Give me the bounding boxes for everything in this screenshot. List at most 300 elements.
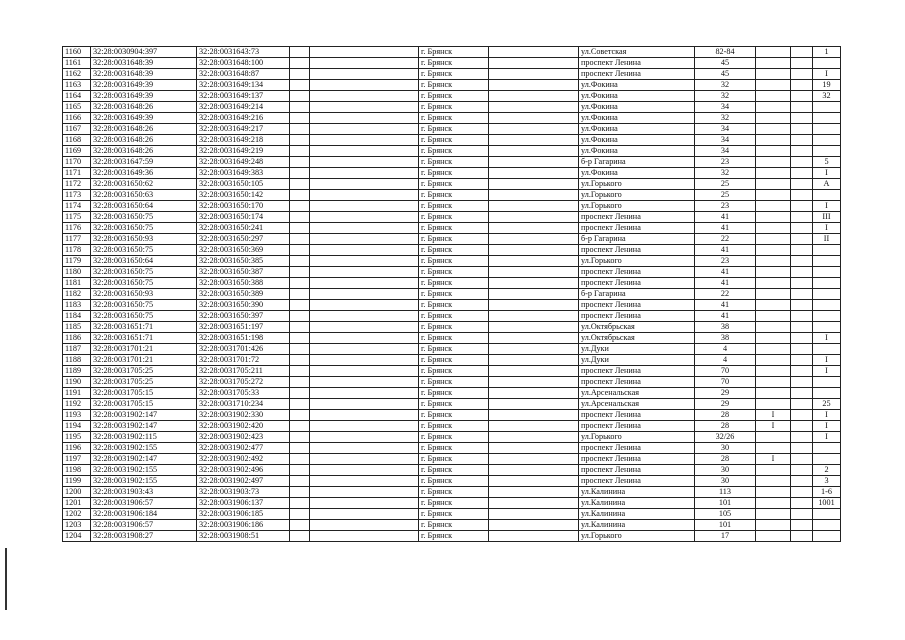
cadastral-number: 32:28:0031649:248	[197, 157, 290, 168]
house-cell: 41	[695, 278, 756, 289]
table-row	[63, 476, 841, 487]
building-cell	[756, 190, 791, 201]
house-cell: 25	[695, 190, 756, 201]
premises-cell	[813, 190, 841, 201]
building-cell	[756, 113, 791, 124]
row-number: 1163	[63, 80, 91, 91]
premises-cell	[813, 454, 841, 465]
cadastral-number: 32:28:0031650:170	[197, 201, 290, 212]
building-cell	[756, 135, 791, 146]
table-row	[63, 69, 841, 80]
row-number: 1161	[63, 58, 91, 69]
blank-cell	[310, 498, 419, 509]
street-cell: ул.Фокина	[579, 168, 695, 179]
blank-cell	[310, 113, 419, 124]
building-cell	[756, 267, 791, 278]
blank-cell	[310, 256, 419, 267]
blank-cell	[791, 267, 813, 278]
blank-cell	[310, 377, 419, 388]
row-number: 1190	[63, 377, 91, 388]
premises-cell: I	[813, 69, 841, 80]
table-row	[63, 410, 841, 421]
cadastral-number: 32:28:0031650:142	[197, 190, 290, 201]
house-cell: 22	[695, 234, 756, 245]
premises-cell	[813, 135, 841, 146]
street-cell: проспект Ленина	[579, 443, 695, 454]
blank-cell	[310, 47, 419, 58]
blank-cell	[290, 432, 310, 443]
blank-cell	[290, 58, 310, 69]
city-cell: г. Брянск	[419, 300, 489, 311]
street-cell: б-р Гагарина	[579, 157, 695, 168]
table-row	[63, 289, 841, 300]
blank-cell	[791, 168, 813, 179]
street-cell: проспект Ленина	[579, 421, 695, 432]
blank-cell	[791, 80, 813, 91]
blank-cell	[310, 366, 419, 377]
city-cell: г. Брянск	[419, 443, 489, 454]
building-cell	[756, 256, 791, 267]
building-cell	[756, 432, 791, 443]
street-cell: б-р Гагарина	[579, 289, 695, 300]
city-cell: г. Брянск	[419, 432, 489, 443]
blank-cell	[310, 300, 419, 311]
row-number: 1162	[63, 69, 91, 80]
premises-cell: 1	[813, 47, 841, 58]
house-cell: 34	[695, 102, 756, 113]
row-number: 1200	[63, 487, 91, 498]
cadastral-number-parent: 32:28:0031648:39	[91, 58, 197, 69]
premises-cell	[813, 509, 841, 520]
cadastral-number: 32:28:0031650:387	[197, 267, 290, 278]
house-cell: 38	[695, 322, 756, 333]
street-cell: ул.Фокина	[579, 102, 695, 113]
cadastral-number: 32:28:0031649:216	[197, 113, 290, 124]
blank-cell	[791, 234, 813, 245]
row-number: 1192	[63, 399, 91, 410]
house-cell: 28	[695, 454, 756, 465]
blank-cell	[489, 212, 579, 223]
row-number: 1203	[63, 520, 91, 531]
blank-cell	[489, 168, 579, 179]
house-cell: 41	[695, 311, 756, 322]
city-cell: г. Брянск	[419, 201, 489, 212]
cadastral-number: 32:28:0031649:218	[197, 135, 290, 146]
cadastral-number: 32:28:0031903:73	[197, 487, 290, 498]
house-cell: 70	[695, 366, 756, 377]
premises-cell: III	[813, 212, 841, 223]
building-cell	[756, 531, 791, 542]
register-rows	[63, 47, 841, 542]
cadastral-number-parent: 32:28:0031705:25	[91, 366, 197, 377]
city-cell: г. Брянск	[419, 509, 489, 520]
blank-cell	[290, 388, 310, 399]
cadastral-number: 32:28:0031648:87	[197, 69, 290, 80]
street-cell: ул.Калинина	[579, 498, 695, 509]
blank-cell	[310, 487, 419, 498]
cadastral-number-parent: 32:28:0031650:75	[91, 300, 197, 311]
table-row	[63, 531, 841, 542]
blank-cell	[290, 245, 310, 256]
cadastral-number: 32:28:0031710:234	[197, 399, 290, 410]
blank-cell	[290, 234, 310, 245]
table-row	[63, 421, 841, 432]
row-number: 1170	[63, 157, 91, 168]
row-number: 1198	[63, 465, 91, 476]
city-cell: г. Брянск	[419, 333, 489, 344]
blank-cell	[791, 245, 813, 256]
blank-cell	[791, 454, 813, 465]
table-row	[63, 179, 841, 190]
city-cell: г. Брянск	[419, 179, 489, 190]
premises-cell: 32	[813, 91, 841, 102]
premises-cell	[813, 289, 841, 300]
blank-cell	[290, 322, 310, 333]
house-cell: 41	[695, 223, 756, 234]
blank-cell	[310, 278, 419, 289]
premises-cell	[813, 388, 841, 399]
blank-cell	[489, 190, 579, 201]
building-cell	[756, 333, 791, 344]
building-cell	[756, 47, 791, 58]
building-cell	[756, 146, 791, 157]
blank-cell	[489, 201, 579, 212]
blank-cell	[791, 157, 813, 168]
row-number: 1174	[63, 201, 91, 212]
house-cell: 32	[695, 80, 756, 91]
house-cell: 32	[695, 113, 756, 124]
building-cell	[756, 102, 791, 113]
building-cell	[756, 245, 791, 256]
building-cell	[756, 366, 791, 377]
blank-cell	[489, 443, 579, 454]
blank-cell	[489, 300, 579, 311]
building-cell	[756, 91, 791, 102]
city-cell: г. Брянск	[419, 80, 489, 91]
blank-cell	[290, 509, 310, 520]
street-cell: ул.Горького	[579, 256, 695, 267]
blank-cell	[489, 179, 579, 190]
premises-cell	[813, 344, 841, 355]
street-cell: ул.Дуки	[579, 344, 695, 355]
cadastral-number: 32:28:0031649:137	[197, 91, 290, 102]
blank-cell	[290, 212, 310, 223]
house-cell: 113	[695, 487, 756, 498]
blank-cell	[290, 366, 310, 377]
house-cell: 41	[695, 267, 756, 278]
blank-cell	[489, 47, 579, 58]
premises-cell: 19	[813, 80, 841, 91]
cadastral-number: 32:28:0031705:272	[197, 377, 290, 388]
city-cell: г. Брянск	[419, 245, 489, 256]
house-cell: 28	[695, 410, 756, 421]
row-number: 1201	[63, 498, 91, 509]
blank-cell	[290, 476, 310, 487]
premises-cell	[813, 124, 841, 135]
blank-cell	[290, 531, 310, 542]
row-number: 1165	[63, 102, 91, 113]
table-row	[63, 113, 841, 124]
blank-cell	[791, 377, 813, 388]
row-number: 1195	[63, 432, 91, 443]
city-cell: г. Брянск	[419, 278, 489, 289]
building-cell: I	[756, 454, 791, 465]
blank-cell	[791, 399, 813, 410]
row-number: 1194	[63, 421, 91, 432]
premises-cell: I	[813, 168, 841, 179]
house-cell: 82-84	[695, 47, 756, 58]
blank-cell	[791, 212, 813, 223]
row-number: 1160	[63, 47, 91, 58]
street-cell: ул.Калинина	[579, 509, 695, 520]
city-cell: г. Брянск	[419, 234, 489, 245]
cadastral-number: 32:28:0031908:51	[197, 531, 290, 542]
row-number: 1181	[63, 278, 91, 289]
building-cell	[756, 212, 791, 223]
blank-cell	[310, 432, 419, 443]
blank-cell	[489, 421, 579, 432]
building-cell	[756, 223, 791, 234]
cadastral-number-parent: 32:28:0031648:26	[91, 135, 197, 146]
blank-cell	[290, 223, 310, 234]
premises-cell: I	[813, 410, 841, 421]
cadastral-number: 32:28:0031650:385	[197, 256, 290, 267]
house-cell: 32	[695, 168, 756, 179]
cadastral-number-parent: 32:28:0031701:21	[91, 355, 197, 366]
city-cell: г. Брянск	[419, 322, 489, 333]
blank-cell	[290, 487, 310, 498]
blank-cell	[489, 476, 579, 487]
table-row	[63, 333, 841, 344]
row-number: 1184	[63, 311, 91, 322]
cadastral-number-parent: 32:28:0031902:147	[91, 410, 197, 421]
table-row	[63, 234, 841, 245]
blank-cell	[290, 267, 310, 278]
building-cell	[756, 476, 791, 487]
row-number: 1166	[63, 113, 91, 124]
blank-cell	[290, 399, 310, 410]
blank-cell	[310, 333, 419, 344]
cadastral-number-parent: 32:28:0031902:155	[91, 476, 197, 487]
street-cell: ул.Горького	[579, 179, 695, 190]
table-row	[63, 520, 841, 531]
cadastral-number: 32:28:0031906:185	[197, 509, 290, 520]
row-number: 1180	[63, 267, 91, 278]
table-row	[63, 212, 841, 223]
blank-cell	[791, 333, 813, 344]
house-cell: 29	[695, 388, 756, 399]
cadastral-number-parent: 32:28:0031903:43	[91, 487, 197, 498]
house-cell: 34	[695, 135, 756, 146]
row-number: 1179	[63, 256, 91, 267]
city-cell: г. Брянск	[419, 69, 489, 80]
building-cell	[756, 443, 791, 454]
cadastral-number-parent: 32:28:0031705:15	[91, 388, 197, 399]
blank-cell	[489, 432, 579, 443]
cadastral-number: 32:28:0031649:134	[197, 80, 290, 91]
premises-cell	[813, 146, 841, 157]
cadastral-number-parent: 32:28:0031649:39	[91, 91, 197, 102]
cadastral-number-parent: 32:28:0031906:184	[91, 509, 197, 520]
premises-cell: I	[813, 333, 841, 344]
premises-cell: I	[813, 355, 841, 366]
blank-cell	[310, 223, 419, 234]
row-number: 1178	[63, 245, 91, 256]
cadastral-number: 32:28:0031902:496	[197, 465, 290, 476]
blank-cell	[791, 256, 813, 267]
table-row	[63, 377, 841, 388]
blank-cell	[489, 234, 579, 245]
blank-cell	[791, 432, 813, 443]
blank-cell	[290, 179, 310, 190]
blank-cell	[791, 179, 813, 190]
row-number: 1177	[63, 234, 91, 245]
blank-cell	[310, 399, 419, 410]
cadastral-number: 32:28:0031650:241	[197, 223, 290, 234]
table-row	[63, 47, 841, 58]
house-cell: 17	[695, 531, 756, 542]
street-cell: ул.Фокина	[579, 80, 695, 91]
cadastral-number: 32:28:0031649:383	[197, 168, 290, 179]
blank-cell	[791, 322, 813, 333]
building-cell	[756, 300, 791, 311]
building-cell	[756, 179, 791, 190]
row-number: 1172	[63, 179, 91, 190]
row-number: 1185	[63, 322, 91, 333]
cadastral-number: 32:28:0031649:219	[197, 146, 290, 157]
city-cell: г. Брянск	[419, 465, 489, 476]
city-cell: г. Брянск	[419, 355, 489, 366]
cadastral-number-parent: 32:28:0031649:39	[91, 80, 197, 91]
building-cell	[756, 344, 791, 355]
blank-cell	[489, 157, 579, 168]
city-cell: г. Брянск	[419, 223, 489, 234]
street-cell: проспект Ленина	[579, 300, 695, 311]
row-number: 1168	[63, 135, 91, 146]
blank-cell	[310, 212, 419, 223]
blank-cell	[290, 201, 310, 212]
blank-cell	[290, 124, 310, 135]
cadastral-number: 32:28:0031650:105	[197, 179, 290, 190]
house-cell: 22	[695, 289, 756, 300]
city-cell: г. Брянск	[419, 58, 489, 69]
city-cell: г. Брянск	[419, 388, 489, 399]
blank-cell	[791, 509, 813, 520]
city-cell: г. Брянск	[419, 410, 489, 421]
building-cell	[756, 322, 791, 333]
table-row	[63, 344, 841, 355]
blank-cell	[791, 58, 813, 69]
blank-cell	[310, 421, 419, 432]
cadastral-number-parent: 32:28:0031902:155	[91, 465, 197, 476]
blank-cell	[310, 410, 419, 421]
blank-cell	[290, 520, 310, 531]
blank-cell	[791, 410, 813, 421]
blank-cell	[791, 69, 813, 80]
blank-cell	[489, 124, 579, 135]
blank-cell	[791, 300, 813, 311]
blank-cell	[489, 311, 579, 322]
cadastral-number: 32:28:0031650:389	[197, 289, 290, 300]
blank-cell	[310, 322, 419, 333]
city-cell: г. Брянск	[419, 377, 489, 388]
blank-cell	[290, 289, 310, 300]
street-cell: ул.Фокина	[579, 124, 695, 135]
table-row	[63, 366, 841, 377]
premises-cell	[813, 443, 841, 454]
premises-cell	[813, 300, 841, 311]
cadastral-number: 32:28:0031902:420	[197, 421, 290, 432]
blank-cell	[290, 69, 310, 80]
cadastral-number: 32:28:0031906:186	[197, 520, 290, 531]
premises-cell: II	[813, 234, 841, 245]
row-number: 1197	[63, 454, 91, 465]
row-number: 1189	[63, 366, 91, 377]
building-cell	[756, 388, 791, 399]
street-cell: проспект Ленина	[579, 476, 695, 487]
street-cell: проспект Ленина	[579, 212, 695, 223]
blank-cell	[310, 234, 419, 245]
blank-cell	[791, 47, 813, 58]
house-cell: 23	[695, 256, 756, 267]
city-cell: г. Брянск	[419, 91, 489, 102]
cadastral-number: 32:28:0031906:137	[197, 498, 290, 509]
row-number: 1169	[63, 146, 91, 157]
house-cell: 32	[695, 91, 756, 102]
blank-cell	[489, 487, 579, 498]
street-cell: проспект Ленина	[579, 69, 695, 80]
building-cell	[756, 509, 791, 520]
blank-cell	[290, 146, 310, 157]
city-cell: г. Брянск	[419, 168, 489, 179]
premises-cell: 3	[813, 476, 841, 487]
house-cell: 45	[695, 58, 756, 69]
blank-cell	[310, 344, 419, 355]
city-cell: г. Брянск	[419, 212, 489, 223]
table-row	[63, 245, 841, 256]
blank-cell	[290, 300, 310, 311]
row-number: 1182	[63, 289, 91, 300]
table-row	[63, 399, 841, 410]
cadastral-number: 32:28:0031705:211	[197, 366, 290, 377]
blank-cell	[290, 102, 310, 113]
blank-cell	[310, 520, 419, 531]
table-row	[63, 190, 841, 201]
cadastral-number: 32:28:0031650:297	[197, 234, 290, 245]
cadastral-number-parent: 32:28:0031906:57	[91, 498, 197, 509]
blank-cell	[310, 531, 419, 542]
premises-cell	[813, 267, 841, 278]
blank-cell	[290, 157, 310, 168]
house-cell: 30	[695, 465, 756, 476]
street-cell: ул.Фокина	[579, 135, 695, 146]
cadastral-number-parent: 32:28:0031906:57	[91, 520, 197, 531]
cadastral-number-parent: 32:28:0031902:147	[91, 421, 197, 432]
building-cell	[756, 355, 791, 366]
city-cell: г. Брянск	[419, 344, 489, 355]
building-cell	[756, 157, 791, 168]
city-cell: г. Брянск	[419, 190, 489, 201]
building-cell	[756, 399, 791, 410]
blank-cell	[290, 333, 310, 344]
cadastral-number: 32:28:0031650:388	[197, 278, 290, 289]
blank-cell	[791, 443, 813, 454]
blank-cell	[489, 102, 579, 113]
street-cell: ул.Октябрьская	[579, 333, 695, 344]
table-row	[63, 91, 841, 102]
table-row	[63, 311, 841, 322]
street-cell: проспект Ленина	[579, 278, 695, 289]
